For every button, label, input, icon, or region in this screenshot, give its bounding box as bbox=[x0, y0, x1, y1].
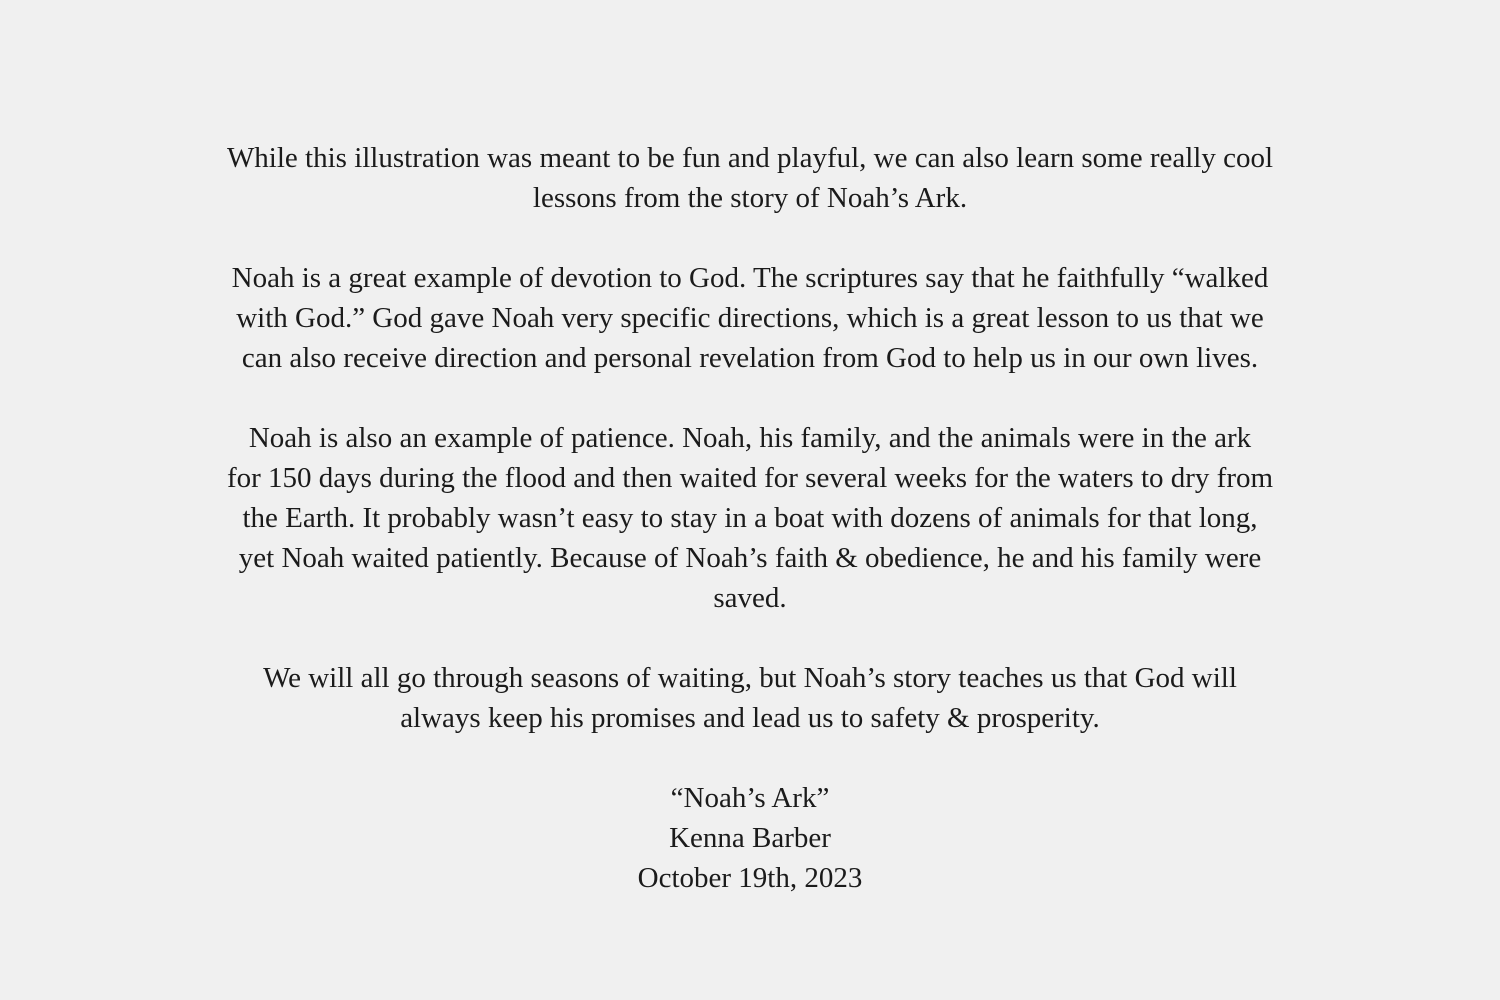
paragraph-line: saved. bbox=[713, 582, 787, 614]
paragraph-line: can also receive direction and personal revelation from God to help us in our own lives. bbox=[241, 342, 1259, 374]
paragraph-line: While this illustration was meant to be fun and playful, we can also learn some really cool bbox=[226, 142, 1274, 174]
devotion-paragraph bbox=[150, 258, 1350, 378]
paragraph-line: Noah is also an example of patience. Noah, his family, and the animals were in the ark bbox=[248, 422, 1252, 454]
paragraph-line: always keep his promises and lead us to safety & prosperity. bbox=[400, 702, 1100, 734]
paragraph-line: We will all go through seasons of waiting, but Noah’s story teaches us that God will bbox=[263, 662, 1237, 694]
intro-paragraph bbox=[150, 138, 1350, 218]
patience-paragraph bbox=[150, 418, 1350, 618]
author-name: Kenna Barber bbox=[669, 822, 831, 854]
paragraph-line: with God.” God gave Noah very specific directions, which is a great lesson to us that we bbox=[236, 302, 1264, 334]
artwork-title: “Noah’s Ark” bbox=[670, 782, 830, 814]
signature-date: October 19th, 2023 bbox=[637, 862, 863, 894]
paragraph-line: yet Noah waited patiently. Because of Noah’s faith & obedience, he and his family were bbox=[238, 542, 1262, 574]
paragraph-line: Noah is a great example of devotion to God. The scriptures say that he faithfully “walked bbox=[231, 262, 1269, 294]
waiting-paragraph bbox=[150, 658, 1350, 738]
paragraph-line: lessons from the story of Noah’s Ark. bbox=[532, 182, 968, 214]
paragraph-line: the Earth. It probably wasn’t easy to stay in a boat with dozens of animals for that long, bbox=[242, 502, 1258, 534]
signature-block bbox=[150, 778, 1350, 898]
document-body bbox=[150, 138, 1350, 898]
paragraph-line: for 150 days during the flood and then waited for several weeks for the waters to dry from bbox=[226, 462, 1274, 494]
